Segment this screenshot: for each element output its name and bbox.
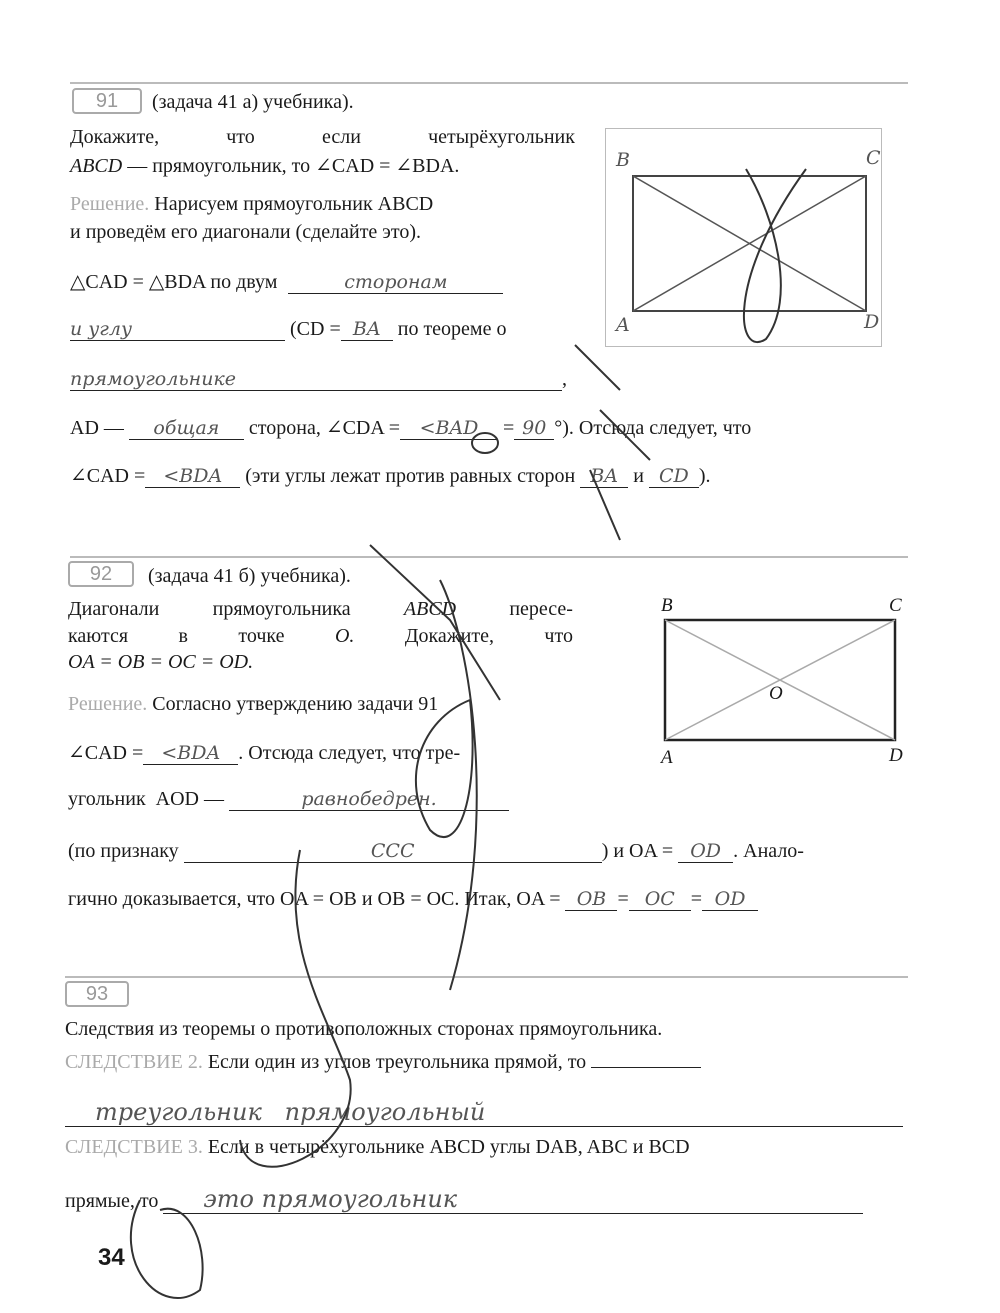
vertex-label: A xyxy=(661,747,673,768)
fill-line xyxy=(70,368,567,391)
text: = xyxy=(690,888,703,910)
word: Докажите, xyxy=(70,126,160,148)
drawing-area[interactable] xyxy=(605,128,882,347)
task-title: (задача 41 б) учебника). xyxy=(148,565,351,587)
text: Нарисуем прямоугольник ABCD xyxy=(149,193,434,215)
word: что xyxy=(226,126,255,148)
answer-field[interactable]: CD xyxy=(649,465,699,488)
answer-field[interactable]: BA xyxy=(341,318,393,341)
answer-field[interactable]: CCC xyxy=(184,840,602,863)
answer-field[interactable]: OD xyxy=(702,888,758,911)
answer-field[interactable]: общая xyxy=(129,417,244,440)
fill-line xyxy=(68,888,758,911)
text: °). Отсюда следует, что xyxy=(554,417,752,439)
solution-label: Решение. xyxy=(68,693,148,715)
fill-line xyxy=(65,1185,863,1214)
word: прямоугольника xyxy=(212,598,351,620)
word: Докажите, xyxy=(404,625,494,647)
solution-line: и проведём его диагонали (сделайте это). xyxy=(70,221,422,243)
corollary-label: СЛЕДСТВИЕ 2. xyxy=(65,1051,203,1073)
answer-field[interactable]: и углу xyxy=(70,318,285,341)
text: (эти углы лежат против равных сторон xyxy=(245,465,576,487)
text: . Отсюда следует, что тре- xyxy=(238,742,461,764)
text: — прямоугольник, то ∠CAD = ∠BDA. xyxy=(122,155,460,177)
text: AD — xyxy=(70,417,124,439)
vertex-label: D xyxy=(889,745,903,766)
word: Диагонали xyxy=(68,598,160,620)
text: и xyxy=(633,465,644,487)
fill-line xyxy=(70,463,711,488)
fill-line xyxy=(70,318,506,341)
section-divider xyxy=(65,976,908,978)
solution-label: Решение. xyxy=(70,193,150,215)
task-number-badge: 92 xyxy=(68,561,134,587)
answer-field[interactable]: это прямоугольник xyxy=(163,1185,863,1214)
word: в xyxy=(178,625,188,647)
text: Если в четырёхугольнике ABCD углы DAB, ABC и BCD xyxy=(202,1136,690,1158)
solution-line xyxy=(68,693,438,716)
text: прямые, то xyxy=(65,1190,159,1212)
text: (по признаку xyxy=(68,840,179,862)
vertex-label: C xyxy=(889,595,902,616)
answer-field[interactable]: прямоугольнике xyxy=(70,368,562,391)
answer-field[interactable]: <BDA xyxy=(143,742,238,765)
answer-field[interactable]: 90 xyxy=(514,417,554,440)
fill-line xyxy=(68,740,460,765)
vertex-label: C xyxy=(866,147,881,169)
word: ABCD xyxy=(403,598,457,620)
vertex-label: D xyxy=(864,311,880,333)
answer-field[interactable]: <BAD xyxy=(400,417,498,440)
corollary-label: СЛЕДСТВИЕ 3. xyxy=(65,1136,203,1158)
answer-field[interactable]: <BDA xyxy=(145,465,240,488)
word: что xyxy=(544,625,573,647)
text: сторона, ∠CDA = xyxy=(248,417,400,439)
text: по теореме о xyxy=(397,318,507,340)
statement-line: OA = OB = OC = OD. xyxy=(68,651,254,673)
fill-line xyxy=(65,1098,903,1127)
vertex-label: B xyxy=(616,149,630,171)
text: . Анало- xyxy=(733,840,804,862)
text: △CAD = △BDA по двум xyxy=(70,271,278,293)
section-divider xyxy=(70,82,908,84)
text: ). xyxy=(698,465,711,487)
text: ∠CAD = xyxy=(70,465,146,487)
statement-line xyxy=(68,625,573,648)
statement-line xyxy=(70,126,575,149)
answer-field[interactable] xyxy=(591,1067,701,1068)
task-title: (задача 41 а) учебника). xyxy=(152,91,354,113)
section-divider xyxy=(70,556,908,558)
fill-line xyxy=(70,269,503,294)
answer-field[interactable]: BA xyxy=(580,465,628,488)
math: ABCD xyxy=(70,155,123,177)
answer-field[interactable]: OC xyxy=(629,888,691,911)
word: точке xyxy=(238,625,285,647)
vertex-label: B xyxy=(661,595,673,616)
text: Согласно утверждению задачи 91 xyxy=(147,693,439,715)
task-number-badge: 91 xyxy=(72,88,142,114)
text: ) и OA = xyxy=(601,840,674,862)
page-number: 34 xyxy=(98,1244,125,1271)
answer-field[interactable]: сторонам xyxy=(288,271,503,294)
rectangle-figure xyxy=(606,129,881,346)
answer-field[interactable]: OB xyxy=(565,888,617,911)
corollary-line xyxy=(65,1136,690,1159)
fill-line xyxy=(68,788,509,811)
text: гично доказывается, что OA = OB и OB = OC. Итак, OA = xyxy=(68,888,561,910)
text: = xyxy=(617,888,629,910)
center-label: O xyxy=(769,683,783,704)
text: угольник AOD — xyxy=(68,788,224,810)
fill-line xyxy=(68,840,804,863)
answer-field[interactable]: равнобедрен. xyxy=(229,788,509,811)
text: (CD = xyxy=(290,318,341,340)
corollary-line xyxy=(65,1051,701,1074)
solution-line xyxy=(70,193,433,216)
statement-line xyxy=(68,598,573,621)
vertex-label: A xyxy=(616,314,630,336)
word: если xyxy=(321,126,361,148)
word: O. xyxy=(334,625,355,647)
statement-line xyxy=(70,153,459,178)
text: ∠CAD = xyxy=(68,742,144,764)
fill-line xyxy=(70,415,751,440)
word: четырёхугольник xyxy=(428,126,575,148)
heading: Следствия из теоремы о противоположных сторонах прямоугольника. xyxy=(65,1018,663,1040)
text: , xyxy=(562,368,567,390)
answer-field[interactable]: OD xyxy=(678,840,733,863)
text: = xyxy=(502,417,515,439)
text: Если один из углов треугольника прямой, то xyxy=(202,1051,587,1073)
word: пересе- xyxy=(509,598,573,620)
rectangle-figure xyxy=(655,595,915,770)
answer-field[interactable]: треугольник прямоугольный xyxy=(65,1098,903,1127)
task-number-badge: 93 xyxy=(65,981,129,1007)
word: каются xyxy=(68,625,129,647)
